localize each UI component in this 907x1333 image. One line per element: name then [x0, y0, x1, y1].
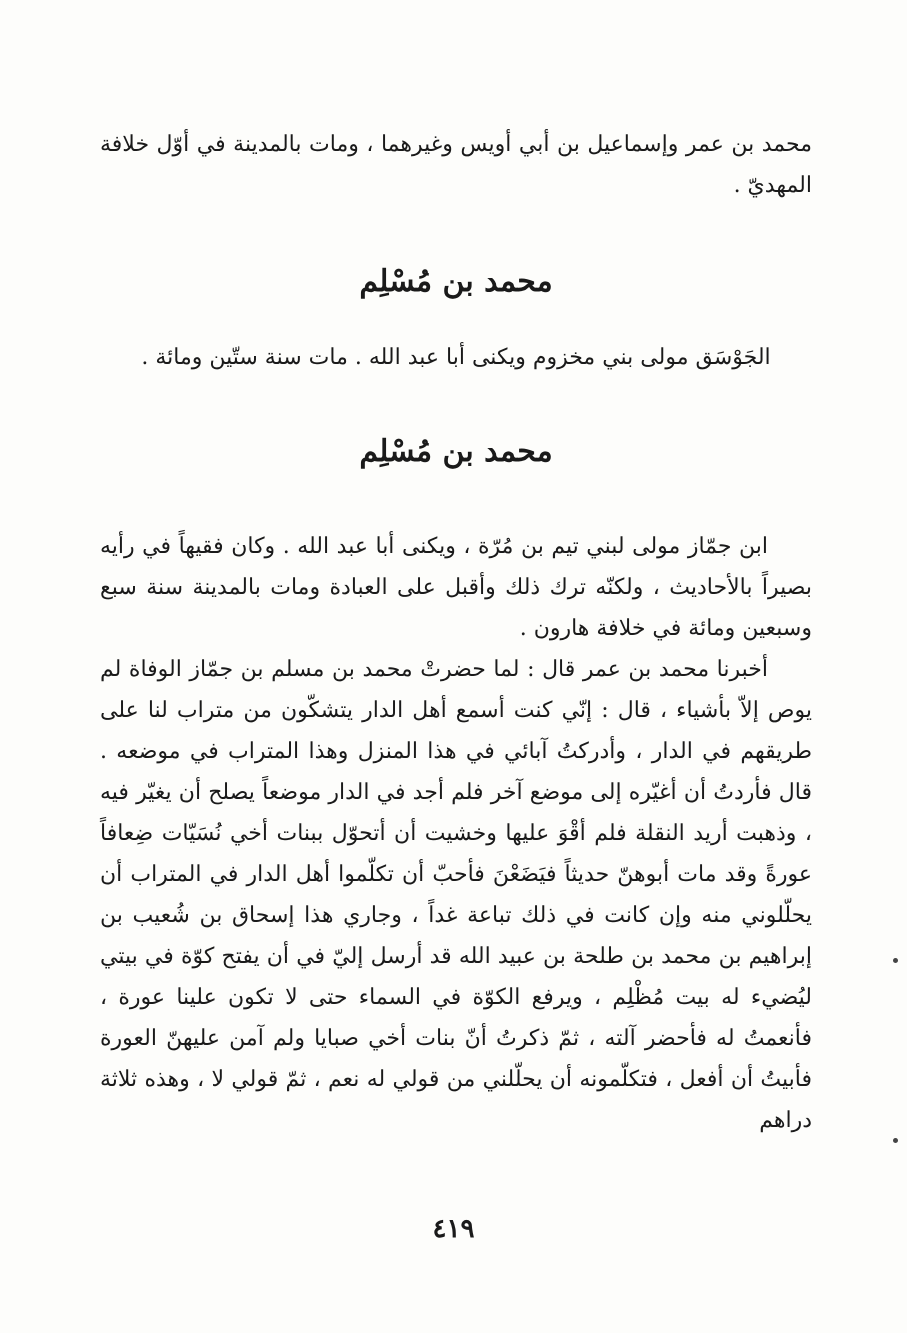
section-2-body [100, 526, 812, 1141]
section-2-paragraph-1: ابن جمّاز مولى لبني تيم بن مُرّة ، ويكنى أبا عبد الله . وكان فقيهاً في رأيه بصيراً بالأحاديث ، ولكنّه ترك ذلك وأقبل على العبادة ومات بالمدينة سنة سبع وسبعين ومائة في خلافة هارون . [100, 534, 812, 641]
section-2-paragraph-2: أخبرنا محمد بن عمر قال : لما حضرتْ محمد بن مسلم بن جمّاز الوفاة لم يوص إلاّ بأشياء ، قال : إنّي كنت أسمع أهل الدار يتشكّون من متراب لنا على طريقهم في الدار ، وأدركتُ آبائي في هذا المنزل وهذا المتراب في موضعه . قال فأردتُ أن أغيّره إلى موضع آخر فلم أجد في الدار موضعاً يصلح أن يغيّر فيه ، وذهبت أريد النقلة فلم أقْوَ عليها وخشيت أن أتحوّل ببنات أخي نُسَيّات ضِعافاً عورةً وقد مات أبوهنّ حديثاً فيَضَعْنَ فأحبّ أن تكلّموا أهل الدار في المتراب أن يحلّلوني منه وإن كانت في ذلك تباعة غداً ، وجاري هذا إسحاق بن شُعيب بن إبراهيم بن محمد بن طلحة بن عبيد الله قد أرسل إليّ في أن يفتح كوّة في بيتي ليُضيء له بيت مُظْلِم ، ويرفع الكوّة في السماء حتى لا تكون علينا عورة ، فأنعمتُ له فأحضر آلته ، ثمّ ذكرتُ أنّ بنات أخي صبايا ولم آمن عليهنّ العورة فأبيتُ أن أفعل ، فتكلّمونه أن يحلّلني من قولي له نعم ، ثمّ قولي لا ، وهذه ثلاثة دراهم [100, 657, 812, 1133]
intro-text: محمد بن عمر وإسماعيل بن أبي أويس وغيرهما ، ومات بالمدينة في أوّل خلافة المهديّ . [100, 132, 812, 198]
section-heading-2: محمد بن مُسْلِم [359, 434, 553, 469]
intro-paragraph [100, 124, 812, 206]
margin-mark [893, 1138, 898, 1143]
section-1-text: الجَوْسَق مولى بني مخزوم ويكنى أبا عبد الله . مات سنة ستّين ومائة . [141, 345, 771, 370]
page-number: ٤١٩ [432, 1214, 475, 1244]
margin-mark [893, 958, 898, 963]
section-heading-1: محمد بن مُسْلِم [359, 264, 553, 299]
